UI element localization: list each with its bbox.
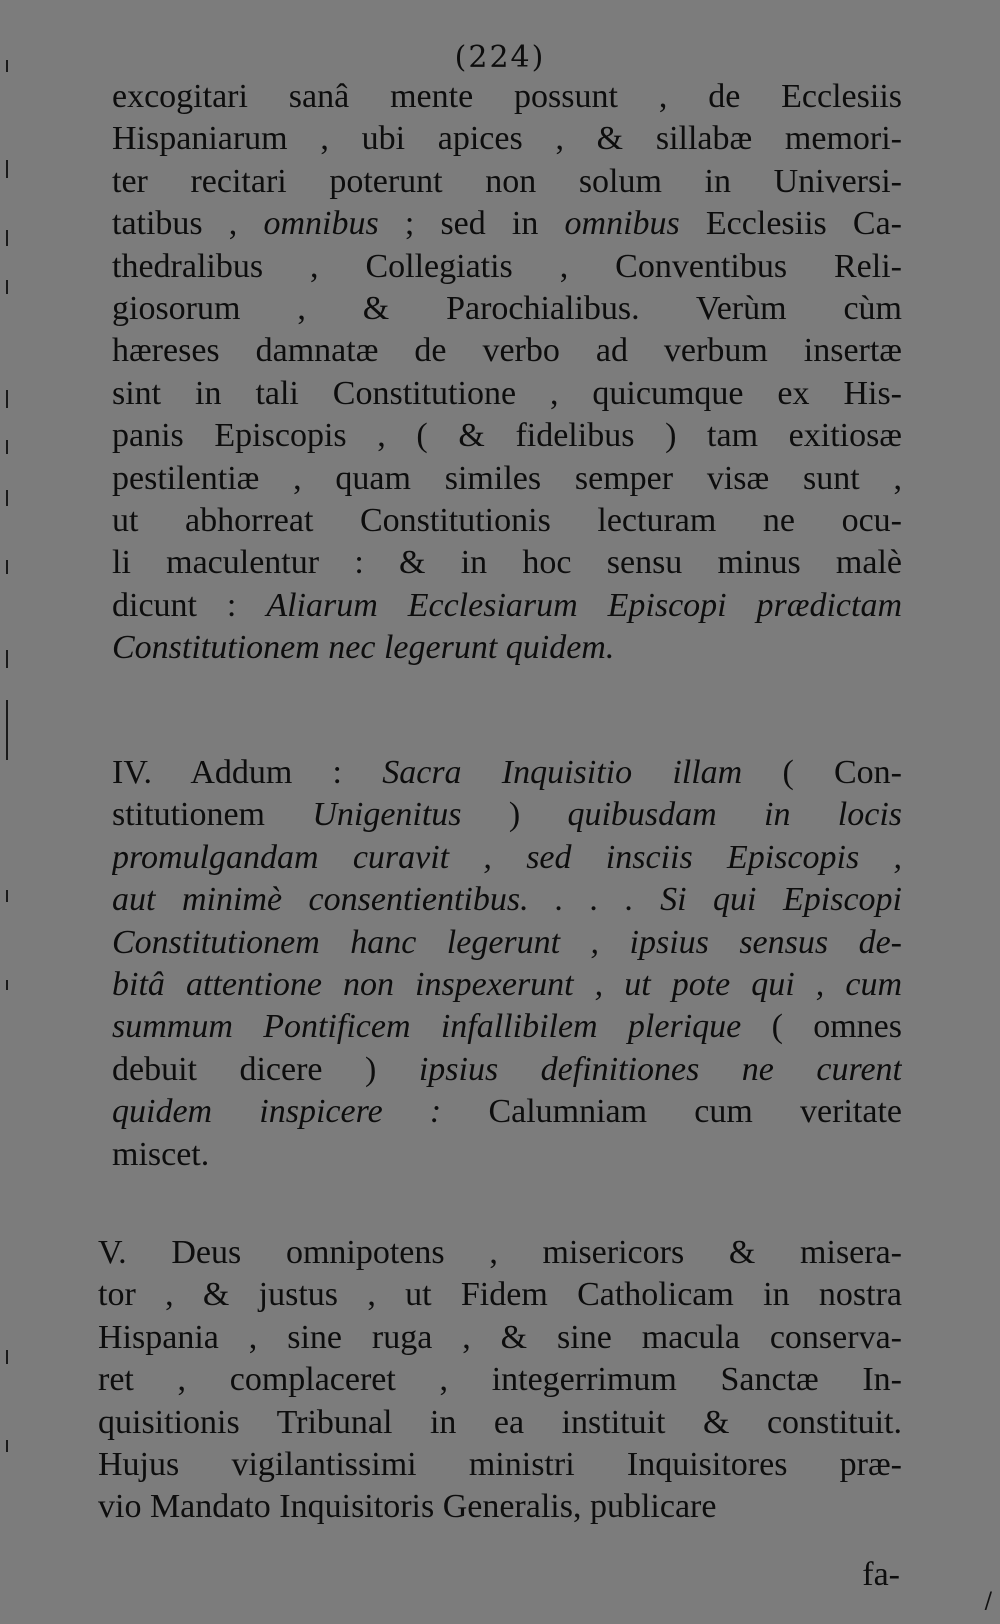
- text-run: li maculentur : & in hoc sensu minus malè: [112, 544, 902, 582]
- text-line: [98, 1486, 902, 1528]
- italic-text-run: aut minimè consentientibus. . . . Si qui Episcopi: [112, 881, 902, 919]
- italic-text-run: quibusdam in locis: [567, 796, 902, 834]
- margin-marks: [4, 20, 12, 1600]
- text-run: thedralibus , Collegiatis , Conventibus Reli-: [112, 247, 902, 285]
- text-line: [112, 794, 902, 836]
- margin-tick: [6, 560, 8, 574]
- margin-tick: [6, 980, 8, 990]
- margin-tick: [6, 390, 8, 408]
- text-line: [112, 837, 902, 879]
- text-run: excogitari sanâ mente possunt , de Ecclesiis: [112, 78, 902, 115]
- italic-text-run: omnibus: [564, 205, 680, 243]
- text-line: [112, 964, 902, 1006]
- text-run: ( omnes: [741, 1008, 902, 1046]
- text-run: panis Episcopis , ( & fidelibus ) tam exitiosæ: [112, 417, 902, 455]
- text-run: IV. Addum :: [112, 754, 383, 791]
- text-run: Hispania , sine ruga , & sine macula conserva-: [98, 1318, 902, 1356]
- text-line: [112, 288, 902, 330]
- italic-text-run: quidem inspicere :: [112, 1093, 442, 1131]
- text-run: debuit dicere ): [112, 1050, 419, 1088]
- text-line: [112, 879, 902, 921]
- italic-text-run: Constitutionem hanc legerunt , ipsius sensus de-: [112, 923, 902, 961]
- text-run: ; sed in: [378, 205, 565, 243]
- italic-text-run: Unigenitus: [312, 796, 462, 834]
- text-line: [112, 585, 902, 627]
- text-line: [98, 1232, 902, 1274]
- paragraph-3-section-v: [98, 1232, 902, 1529]
- text-run: tor , & justus , ut Fidem Catholicam in nostra: [98, 1276, 902, 1314]
- text-run: giosorum , & Parochialibus. Verùm cùm: [112, 289, 902, 327]
- margin-tick: [6, 890, 8, 902]
- text-line: [98, 1444, 902, 1486]
- text-line: [112, 752, 902, 794]
- text-line: [98, 1317, 902, 1359]
- paragraph-1: [112, 76, 902, 669]
- margin-tick: [6, 650, 8, 668]
- italic-text-run: promulgandam curavit , sed insciis Episcopis ,: [112, 838, 902, 876]
- text-line: [112, 76, 902, 118]
- text-line: [112, 1006, 902, 1048]
- text-run: hæreses damnatæ de verbo ad verbum insertæ: [112, 332, 902, 370]
- text-line: [112, 203, 902, 245]
- text-line: [98, 1274, 902, 1316]
- text-run: Hispaniarum , ubi apices , & sillabæ memori-: [112, 120, 902, 158]
- text-line: [112, 246, 902, 288]
- text-run: ( Con-: [742, 754, 902, 791]
- margin-tick: [6, 490, 8, 506]
- margin-tick: [6, 700, 8, 760]
- text-run: ut abhorreat Constitutionis lecturam ne ocu-: [112, 501, 902, 539]
- text-run: V. Deus omnipotens , misericors & misera-: [98, 1234, 902, 1271]
- margin-tick: [6, 1440, 8, 1452]
- text-run: Hujus vigilantissimi ministri Inquisitores præ-: [98, 1445, 902, 1483]
- text-run: vio Mandato Inquisitoris Generalis, publicare: [98, 1488, 717, 1526]
- catchword: fa-: [862, 1556, 900, 1593]
- text-line: [112, 1091, 902, 1133]
- margin-tick: [6, 280, 8, 294]
- text-run: ): [461, 796, 568, 834]
- margin-tick: [6, 230, 8, 246]
- margin-tick: [6, 440, 8, 454]
- text-line: [98, 1402, 902, 1444]
- italic-text-run: bitâ attentione non inspexerunt , ut pote qui , cum: [112, 965, 902, 1003]
- text-line: [112, 118, 902, 160]
- text-run: quisitionis Tribunal in ea instituit & constituit.: [98, 1403, 902, 1441]
- text-run: pestilentiæ , quam similes semper visæ sunt ,: [112, 459, 902, 497]
- text-line: [112, 627, 902, 669]
- margin-tick: [6, 160, 8, 178]
- text-line: [112, 1134, 902, 1176]
- text-line: [112, 500, 902, 542]
- text-line: [112, 161, 902, 203]
- text-line: [112, 373, 902, 415]
- text-run: tatibus ,: [112, 205, 264, 243]
- text-run: sint in tali Constitutione , quicumque ex His-: [112, 374, 902, 412]
- page-number: (224): [454, 40, 546, 75]
- text-run: Ecclesiis Ca-: [679, 205, 902, 243]
- text-run: stitutionem: [112, 796, 313, 834]
- text-line: [112, 415, 902, 457]
- corner-mark: /: [984, 1589, 992, 1614]
- text-line: [112, 330, 902, 372]
- text-run: ret , complaceret , integerrimum Sanctæ In-: [98, 1361, 902, 1399]
- italic-text-run: ipsius definitiones ne curent: [418, 1050, 902, 1088]
- text-run: dicunt :: [112, 586, 267, 624]
- text-run: miscet.: [112, 1135, 210, 1173]
- italic-text-run: Sacra Inquisitio illam: [382, 754, 743, 791]
- text-line: [112, 458, 902, 500]
- text-line: [112, 542, 902, 584]
- italic-text-run: summum Pontificem infallibilem plerique: [112, 1008, 742, 1046]
- text-line: [98, 1359, 902, 1401]
- italic-text-run: omnibus: [263, 205, 379, 243]
- italic-text-run: Constitutionem nec legerunt quidem.: [112, 629, 615, 667]
- text-line: [112, 922, 902, 964]
- paragraph-2-section-iv: [112, 752, 902, 1176]
- text-line: [112, 1049, 902, 1091]
- text-run: ter recitari poterunt non solum in Universi-: [112, 162, 902, 200]
- text-run: Calumniam cum veritate: [441, 1093, 902, 1131]
- margin-tick: [6, 1350, 8, 1364]
- italic-text-run: Aliarum Ecclesiarum Episcopi prædictam: [266, 586, 902, 624]
